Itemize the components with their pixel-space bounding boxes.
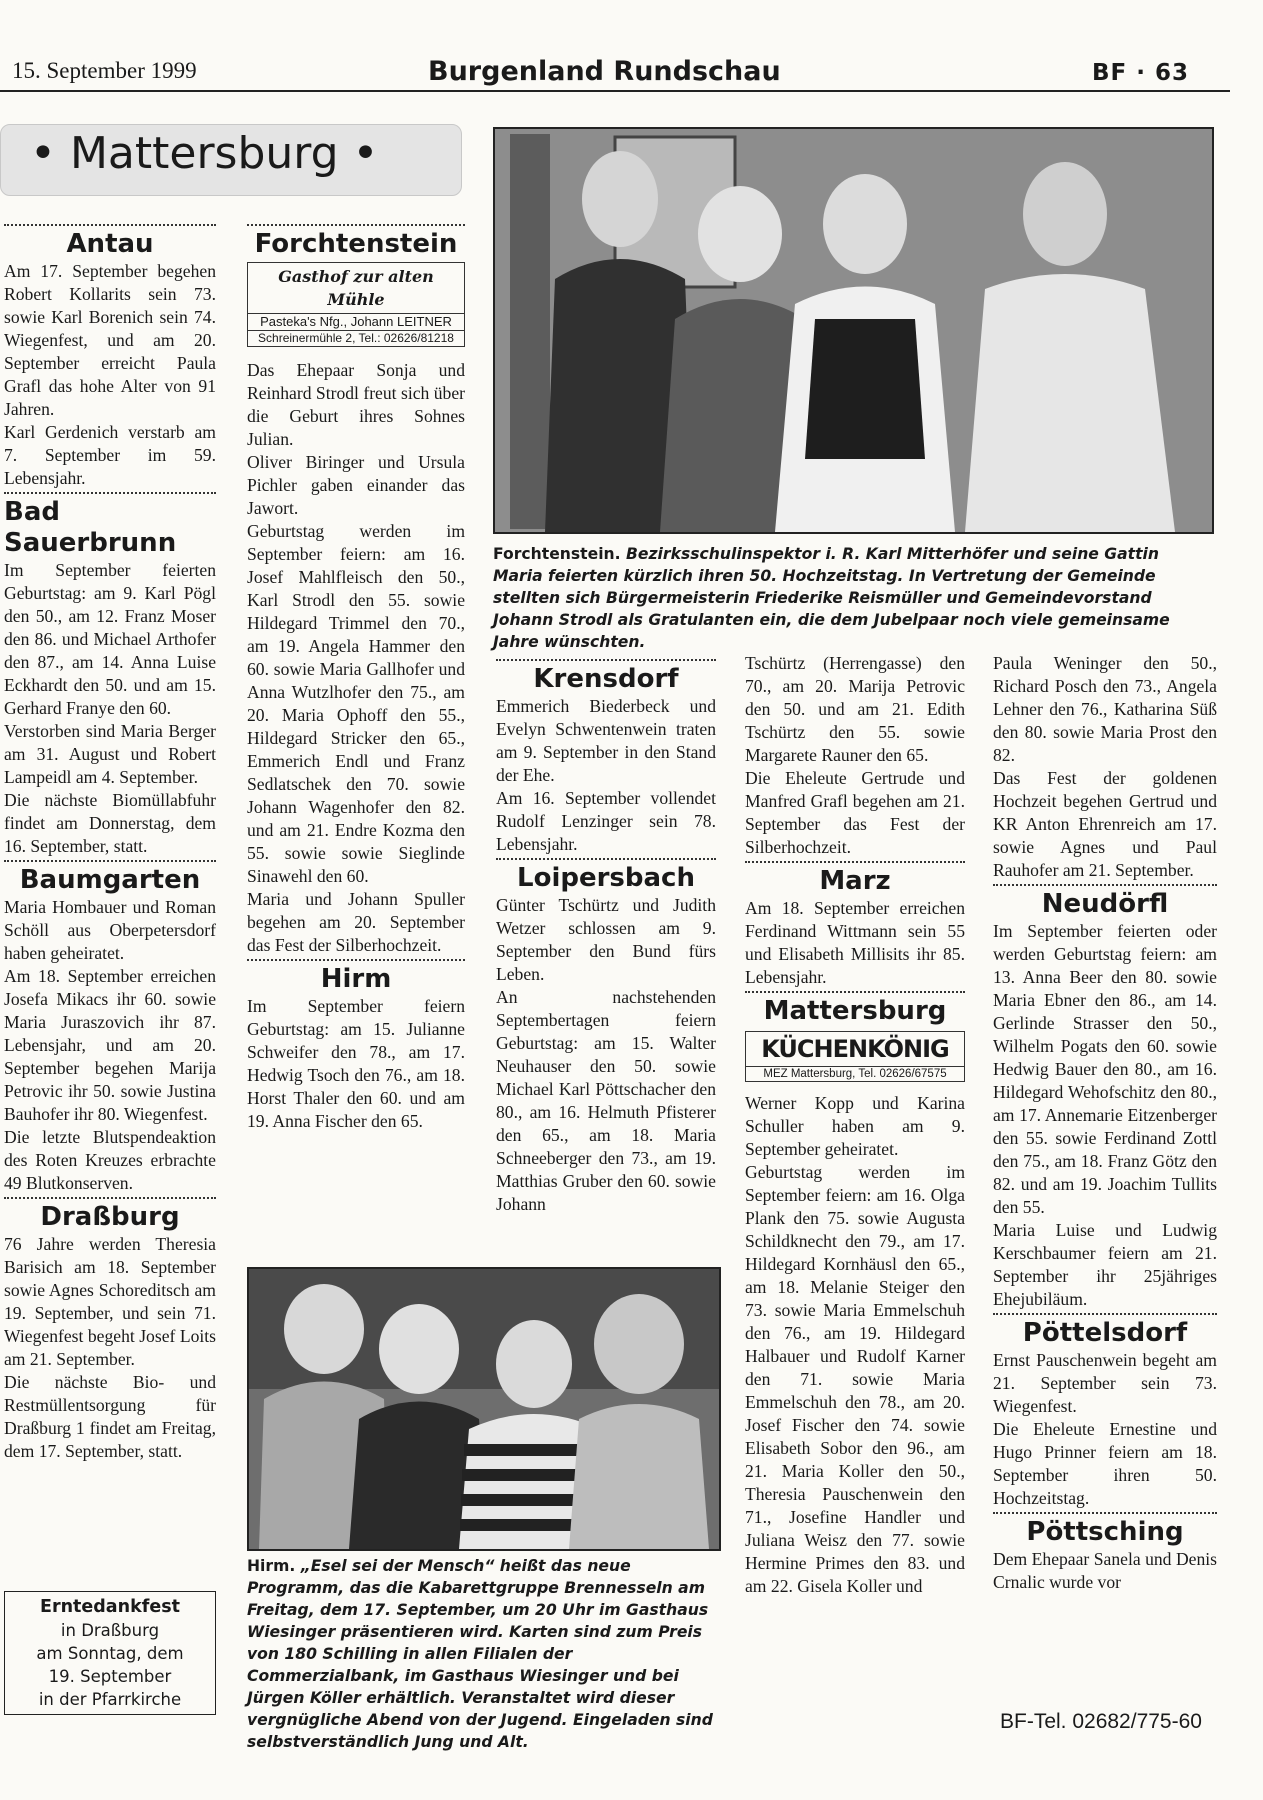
paragraph: An nachstehenden Septembertagen feiern Geburtstag: am 15. Walter Neuhauser den 50. sowie Michael Karl Pöttschacher den 80., am 16. Helmuth Pfisterer den 65., am 18. Maria Schneeberger den 73., am 19. Matthias Gruber den 60. sowie Johann: [496, 987, 716, 1214]
column-3: [496, 657, 716, 1216]
divider: [4, 492, 216, 494]
paragraph: Dem Ehepaar Sanela und Denis Crnalic wurde vor: [993, 1549, 1217, 1592]
column-5: [993, 652, 1217, 1594]
divider: [993, 1313, 1217, 1315]
photo-illustration: [495, 129, 1212, 532]
ad-line: Pasteka's Nfg., Johann LEITNER: [260, 314, 452, 329]
section-heading-loipersbach: Loipersbach: [517, 863, 695, 893]
divider: [4, 1197, 216, 1199]
divider: [745, 991, 965, 993]
photo-caption-forchtenstein: [493, 543, 1213, 653]
paragraph: Die nächste Biomüllabfuhr findet am Donnerstag, dem 16. September, statt.: [4, 790, 216, 856]
notice-line: 19. September: [48, 1667, 172, 1686]
paragraph: 76 Jahre werden Theresia Barisich am 18. September sowie Agnes Schoreditsch am 19. September, und sein 71. Wiegenfest begeht Josef Loits am 21. September.: [4, 1234, 216, 1369]
section-heading-poettsching: Pöttsching: [1026, 1517, 1184, 1547]
ad-brand: Gasthof zur alten Mühle: [248, 263, 464, 314]
caption-location: Forchtenstein.: [493, 545, 621, 563]
paragraph: Paula Weninger den 50., Richard Posch den 73., Angela Lehner den 76., Katharina Süß den 80. sowie Maria Prost den 82.: [993, 653, 1217, 765]
ad-address: MEZ Mattersburg, Tel. 02626/67575: [746, 1066, 964, 1081]
paragraph: Die nächste Bio- und Restmüllentsorgung für Draßburg 1 findet am Freitag, dem 17. September, statt.: [4, 1372, 216, 1461]
caption-text: Bezirksschulinspektor i. R. Karl Mitterhöfer und seine Gattin Maria feierten kürzlich ihren 50. Hochzeitstag. In Vertretung der Gemeinde stellten sich Bürgermeisterin Friederike Reismüller und Gemeindevorstand Johann Strodl als Gratulanten ein, die dem Jubelpaar noch viele gemeinsame Jahre wünschten.: [493, 545, 1170, 651]
paragraph: Verstorben sind Maria Berger am 31. August und Robert Lampeidl am 4. September.: [4, 721, 216, 787]
paragraph: Tschürtz (Herrengasse) den 70., am 20. Marija Petrovic den 50. und am 21. Edith Tschürtz den 55. sowie Margarete Rauner den 65.: [745, 653, 965, 765]
section-heading-marz: Marz: [819, 866, 891, 896]
erntedankfest-notice: [4, 1591, 216, 1715]
divider: [247, 224, 465, 226]
section-heading-krensdorf: Krensdorf: [533, 664, 679, 694]
notice-line: am Sonntag, dem: [36, 1644, 184, 1663]
photo-golden-anniversary: [493, 127, 1214, 534]
section-heading-baumgarten: Baumgarten: [19, 865, 201, 895]
paragraph: Werner Kopp und Karina Schuller haben am 9. September geheiratet.: [745, 1093, 965, 1159]
notice-title: Erntedankfest: [40, 1597, 180, 1617]
section-heading-neudoerfl: Neudörfl: [1041, 889, 1169, 919]
divider: [745, 861, 965, 863]
paragraph: Maria Hombauer und Roman Schöll aus Oberpetersdorf haben geheiratet.: [4, 897, 216, 963]
divider: [496, 858, 716, 860]
paragraph: Emmerich Biederbeck und Evelyn Schwentenwein traten am 9. September in den Stand der Ehe.: [496, 696, 716, 785]
photo-kabarett-brennesseln: [247, 1267, 721, 1551]
divider: [993, 884, 1217, 886]
paragraph: Geburtstag werden im September feiern: am 16. Olga Plank den 75. sowie Augusta Schildknecht den 79., am 17. Hildegard Kornhäusl den 65., am 18. Melanie Steiger den 73. sowie Maria Emmelschuh den 76., am 19. Hildegard Halbauer und Rudolf Karner den 71. sowie Maria Emmelschuh den 78., am 20. Josef Fischer den 74. sowie Elisabeth Sobor den 96., am 21. Maria Koller den 50., Theresia Pauschenwein den 71., Josefine Handler und Juliana Weisz den 77. sowie Hermine Primes den 83. und am 22. Gisela Koller und: [745, 1162, 965, 1596]
paragraph: Günter Tschürtz und Judith Wetzer schlossen am 9. September den Bund fürs Leben.: [496, 895, 716, 984]
paragraph: Oliver Biringer und Ursula Pichler gaben einander das Jawort.: [247, 452, 465, 518]
kuechenkoenig-advertisement: [745, 1031, 965, 1082]
divider: [496, 659, 716, 661]
section-heading-forchtenstein: Forchtenstein: [254, 229, 458, 259]
notice-line: in Draßburg: [60, 1621, 160, 1640]
paragraph: Die Eheleute Gertrude und Manfred Grafl begehen am 21. September das Fest der Silberhochzeit.: [745, 768, 965, 857]
paragraph: Maria und Johann Spuller begehen am 20. September das Fest der Silberhochzeit.: [247, 889, 465, 955]
section-heading-drassburg: Draßburg: [40, 1202, 180, 1232]
paragraph: Das Fest der goldenen Hochzeit begehen Gertrud und KR Anton Ehrenreich am 17. sowie Agnes und Paul Rauhofer am 21. September.: [993, 768, 1217, 880]
section-banner-title: • Mattersburg •: [30, 128, 379, 179]
column-2: [247, 222, 465, 1133]
section-heading-hirm: Hirm: [320, 964, 392, 994]
paragraph: Karl Gerdenich verstarb am 7. September im 59. Lebensjahr.: [4, 422, 216, 488]
photo-caption-hirm: [247, 1555, 717, 1753]
caption-location: Hirm.: [247, 1557, 296, 1575]
notice-line: in der Pfarrkirche: [38, 1690, 182, 1709]
paragraph: Ernst Pauschenwein begeht am 21. September sein 73. Wiegenfest.: [993, 1350, 1217, 1416]
paragraph: Am 18. September erreichen Ferdinand Wittmann sein 55 und Elisabeth Millisits ihr 85. Lebensjahr.: [745, 898, 965, 987]
section-heading-mattersburg: Mattersburg: [763, 996, 947, 1026]
column-4: [745, 652, 965, 1598]
divider: [247, 959, 465, 961]
paragraph: Die Eheleute Ernestine und Hugo Prinner feiern am 18. September ihren 50. Hochzeitstag.: [993, 1419, 1217, 1508]
paragraph: Im September feiern Geburtstag: am 15. Julianne Schweifer den 78., am 17. Hedwig Tsoch den 76., am 18. Horst Thaler den 60. und am 19. Anna Fischer den 65.: [247, 996, 465, 1131]
divider: [4, 224, 216, 226]
gasthof-advertisement: [247, 262, 465, 347]
paragraph: Die letzte Blutspendeaktion des Roten Kreuzes erbrachte 49 Blutkonserven.: [4, 1127, 216, 1193]
paragraph: Im September feierten Geburtstag: am 9. Karl Pögl den 50., am 12. Franz Moser den 86. und Michael Arthofer den 87., am 14. Anna Luise Eckhardt den 50. und am 15. Gerhard Franye den 60.: [4, 560, 216, 718]
footer-telephone: BF-Tel. 02682/775-60: [1000, 1710, 1202, 1733]
photo-illustration: [249, 1269, 719, 1549]
section-heading-antau: Antau: [66, 229, 154, 259]
paragraph: Geburtstag werden im September feiern: am 16. Josef Mahlfleisch den 50., Karl Strodl den 55. sowie Hildegard Trimmel den 70., am 19. Angela Hammer den 60. sowie Maria Gallhofer und Anna Wutzlhofer den 75., am 20. Maria Ophoff den 55., Hildegard Stricker den 65., Emmerich Endl und Franz Sedlatschek den 70. sowie Johann Wagenhofer den 82. und am 21. Endre Kozma den 55. sowie sowie Sieglinde Sinawehl den 60.: [247, 521, 465, 886]
divider: [993, 1512, 1217, 1514]
section-heading-poettelsdorf: Pöttelsdorf: [1022, 1318, 1188, 1348]
paragraph: Maria Luise und Ludwig Kerschbaumer feiern am 21. September ihr 25jähriges Ehejubiläum.: [993, 1220, 1217, 1309]
paragraph: Am 17. September begehen Robert Kollarits sein 73. sowie Karl Borenich sein 74. Wiegenfest, und am 20. September erreicht Paula Grafl das hohe Alter von 91 Jahren.: [4, 261, 216, 419]
paragraph: Das Ehepaar Sonja und Reinhard Strodl freut sich über die Geburt ihres Sohnes Julian.: [247, 360, 465, 449]
paragraph: Am 16. September vollendet Rudolf Lenzinger sein 78. Lebensjahr.: [496, 788, 716, 854]
header-rule: [0, 90, 1230, 92]
section-heading-bad-sauerbrunn: Bad Sauerbrunn: [4, 497, 177, 558]
paragraph: Im September feierten oder werden Geburtstag feiern: am 13. Anna Beer den 80. sowie Maria Ebner den 86., am 14. Gerlinde Strasser den 50., Wilhelm Pogats den 60. sowie Hedwig Bauer den 80., am 16. Hildegard Wehofschitz den 80., am 17. Annemarie Eitzenberger den 55. sowie Ferdinand Zottl den 75., am 18. Franz Götz den 82. und am 19. Joachim Tullits den 55.: [993, 921, 1217, 1217]
paragraph: Am 18. September erreichen Josefa Mikacs ihr 60. sowie Maria Juraszovich ihr 87. Lebensjahr, und am 20. September begehen Marija Petrovic ihr 50. sowie Justina Bauhofer ihr 80. Wiegenfest.: [4, 966, 216, 1124]
newspaper-title: Burgenland Rundschau: [428, 56, 781, 87]
caption-text: „Esel sei der Mensch“ heißt das neue Programm, das die Kabarettgruppe Brennesseln am Freitag, dem 17. September, um 20 Uhr im Gasthaus Wiesinger präsentieren wird. Karten sind zum Preis von 180 Schilling in allen Filialen der Commerzialbank, im Gasthaus Wiesinger und bei Jürgen Köller erhältlich. Veranstaltet wird dieser vergnügliche Abend von der Jugend. Eingeladen sind selbstverständlich Jung und Alt.: [247, 1557, 713, 1751]
column-1: [4, 222, 216, 1463]
issue-date: 15. September 1999: [12, 58, 197, 83]
page-number: BF · 63: [1092, 60, 1190, 86]
divider: [4, 860, 216, 862]
ad-address: Schreinermühle 2, Tel.: 02626/81218: [248, 330, 464, 346]
ad-brand: KÜCHENKÖNIG: [761, 1035, 949, 1063]
